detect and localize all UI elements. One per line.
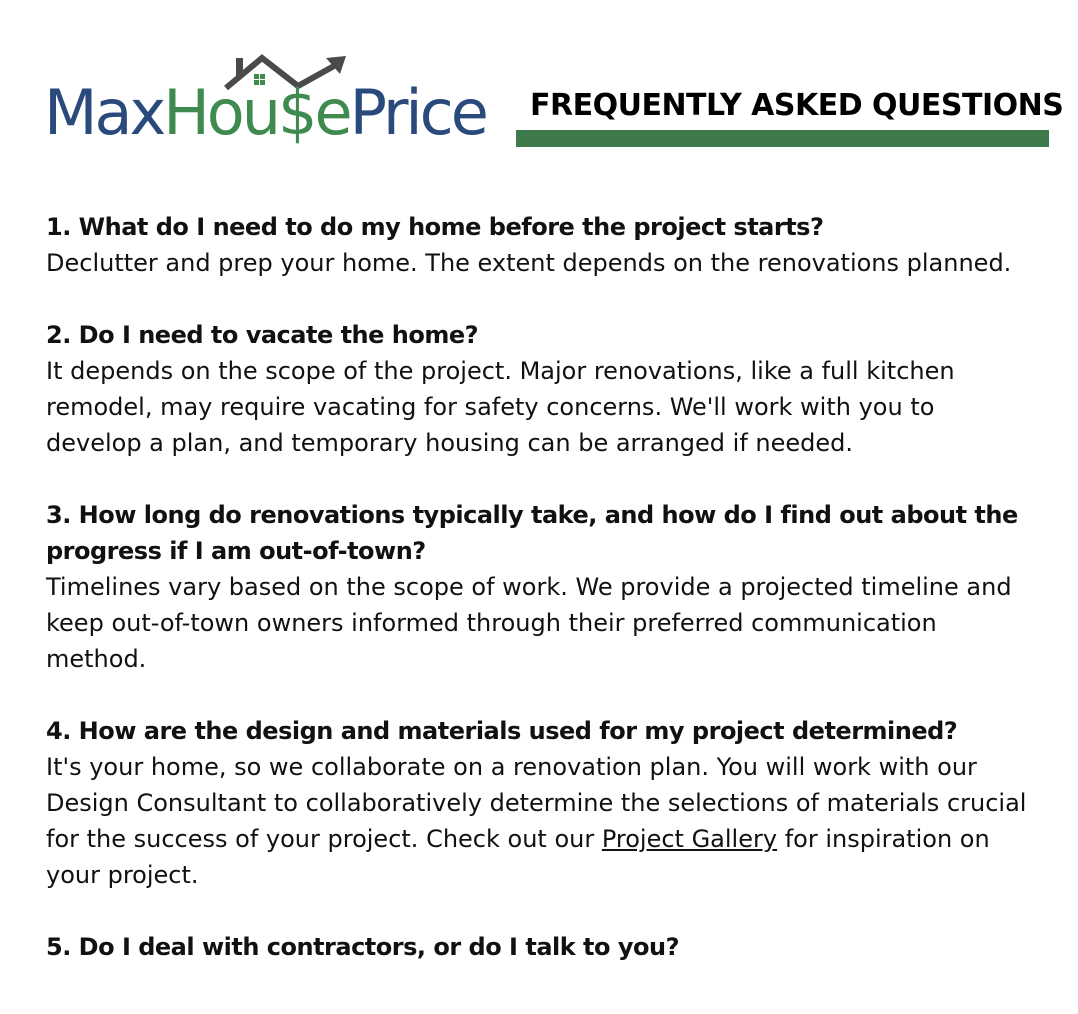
- faq-item-2: [46, 317, 1036, 461]
- faq-question: 4. How are the design and materials used for my project determined?: [46, 717, 958, 745]
- faq-question: 3. How long do renovations typically take, and how do I find out about the progress if I am out-of-town?: [46, 501, 1018, 565]
- faq-answer-text: It's your home, so we collaborate on a renovation plan. You will work with our Design Consultant to collaboratively determine the selections of materials crucial for the success of your project. Check out our: [46, 753, 1027, 853]
- faq-question: 1. What do I need to do my home before the project starts?: [46, 213, 824, 241]
- faq-question: 5. Do I deal with contractors, or do I talk to you?: [46, 933, 680, 961]
- faq-answer: [46, 749, 1036, 893]
- faq-item-3: [46, 497, 1036, 677]
- faq-item-1: [46, 209, 1036, 281]
- project-gallery-link[interactable]: Project Gallery: [601, 825, 778, 853]
- logo-text-price: Price: [349, 76, 486, 149]
- logo-text-max: Max: [44, 76, 164, 149]
- faq-question: 2. Do I need to vacate the home?: [46, 321, 479, 349]
- faq-item-5: [46, 929, 1036, 965]
- page-header: [0, 0, 1078, 160]
- faq-answer: Timelines vary based on the scope of work. We provide a projected timeline and keep out-of-town owners informed through their preferred communication method.: [46, 573, 1012, 673]
- faq-answer: It depends on the scope of the project. Major renovations, like a full kitchen remodel, may require vacating for safety concerns. We'll work with you to develop a plan, and temporary housing can be arranged if needed.: [46, 357, 955, 457]
- faq-answer: Declutter and prep your home. The extent depends on the renovations planned.: [46, 249, 1012, 277]
- logo-wordmark: [44, 78, 486, 148]
- maxhouseprice-logo[interactable]: [44, 52, 484, 152]
- page-title: FREQUENTLY ASKED QUESTIONS: [530, 88, 1064, 123]
- faq-item-4: [46, 713, 1036, 893]
- title-underline-bar: [516, 130, 1049, 147]
- logo-text-house: Hou$e: [163, 76, 350, 149]
- faq-list: [46, 209, 1036, 1001]
- faq-answer-text: for inspiration on your project.: [46, 825, 990, 889]
